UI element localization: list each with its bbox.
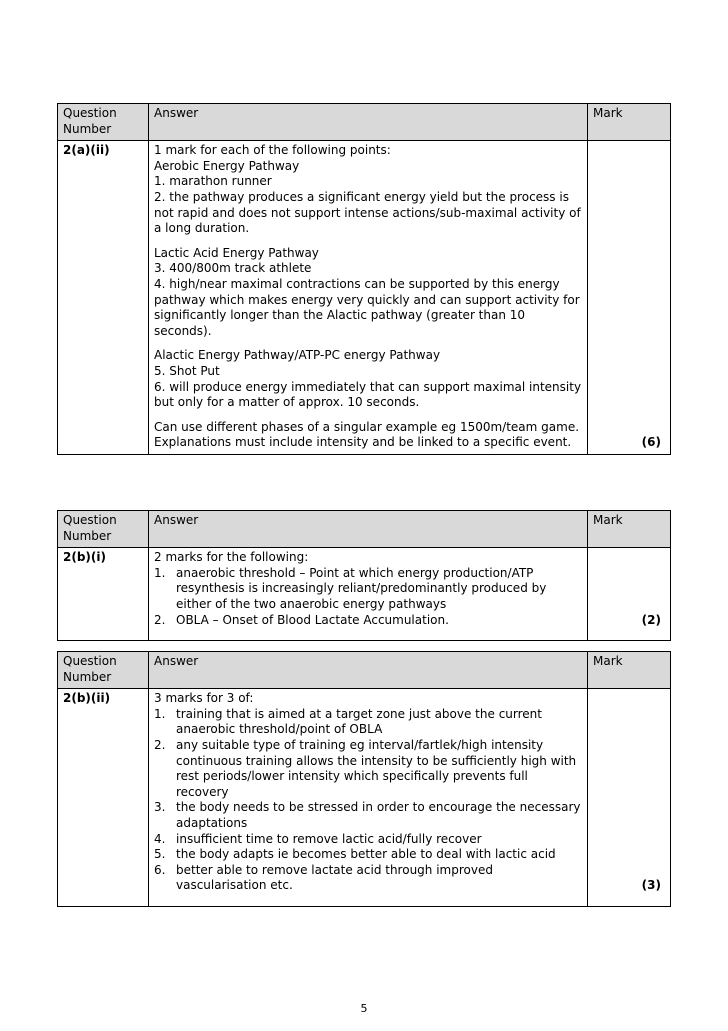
answer-point: 2. the pathway produces a significant energy yield but the process is not rapid and does not support intense actions/sub-maximal activity of a long duration. (154, 189, 581, 236)
answer-cell (149, 548, 588, 641)
mark-cell (588, 689, 671, 907)
aerobic-title: Aerobic Energy Pathway (154, 158, 300, 173)
header-answer: Answer (149, 652, 588, 689)
answer-points-list (154, 566, 582, 628)
list-item: 3. the body needs to be stressed in order to encourage the necessary adaptations (154, 800, 581, 830)
list-item: 4. insufficient time to remove lactic acid/fully recover (154, 831, 482, 846)
answer-point: 5. Shot Put (154, 363, 220, 378)
table-header-row (58, 104, 671, 141)
mark-scheme-table-2bii (57, 651, 671, 907)
mark-cell (588, 548, 671, 641)
table-header-row (58, 511, 671, 548)
answer-note: Can use different phases of a singular example eg 1500m/team game. (154, 419, 580, 434)
answer-point: 1. marathon runner (154, 174, 272, 189)
header-answer: Answer (149, 104, 588, 141)
list-item: 2. OBLA – Onset of Blood Lactate Accumulation. (154, 612, 449, 627)
lactic-title: Lactic Acid Energy Pathway (154, 245, 319, 260)
answer-intro: 3 marks for 3 of: (154, 691, 254, 706)
mark-value: (2) (641, 612, 661, 627)
list-item: 1. training that is aimed at a target zone just above the current anaerobic threshold/point of OBLA (154, 706, 542, 737)
header-question: Question Number (58, 104, 149, 141)
list-item: 6. better able to remove lactate acid through improved vascularisation etc. (154, 862, 493, 893)
table-row (58, 548, 671, 641)
header-question: Question Number (58, 511, 149, 548)
mark-scheme-table-2aii (57, 103, 671, 455)
answer-points-list (154, 707, 582, 894)
header-mark: Mark (588, 104, 671, 141)
table-row (58, 141, 671, 455)
mark-scheme-table-2bi (57, 510, 671, 641)
mark-cell (588, 141, 671, 455)
list-item: 5. the body adapts ie becomes better able to deal with lactic acid (154, 847, 556, 862)
answer-intro: 1 mark for each of the following points: (154, 143, 391, 158)
answer-point: 3. 400/800m track athlete (154, 261, 312, 276)
header-question: Question Number (58, 652, 149, 689)
answer-point: 6. will produce energy immediately that can support maximal intensity but only for a matter of approx. 10 seconds. (154, 379, 582, 410)
question-number: 2(a)(ii) (58, 141, 149, 455)
table-header-row (58, 652, 671, 689)
table-row (58, 689, 671, 907)
page-number: 5 (360, 1002, 368, 1015)
answer-note: Explanations must include intensity and be linked to a specific event. (154, 435, 572, 450)
answer-cell (149, 689, 588, 907)
mark-value: (3) (641, 878, 661, 893)
header-mark: Mark (588, 511, 671, 548)
mark-value: (6) (641, 435, 661, 450)
answer-point: 4. high/near maximal contractions can be supported by this energy pathway which makes energy very quickly and can support activity for significantly longer than the Alactic pathway (greater than 10 seconds). (154, 276, 580, 338)
header-answer: Answer (149, 511, 588, 548)
answer-intro: 2 marks for the following: (154, 550, 309, 565)
alactic-title: Alactic Energy Pathway/ATP-PC energy Pathway (154, 348, 441, 363)
header-mark: Mark (588, 652, 671, 689)
answer-cell (149, 141, 588, 455)
question-number: 2(b)(i) (58, 548, 149, 641)
list-item: 2. any suitable type of training eg interval/fartlek/high intensity continuous training allows the intensity to be sufficiently high with rest periods/lower intensity which specifically prevents full recovery (154, 737, 577, 799)
list-item: 1. anaerobic threshold – Point at which energy production/ATP resynthesis is increasingly reliant/predominantly produced by either of the two anaerobic energy pathways (154, 565, 547, 611)
question-number: 2(b)(ii) (58, 689, 149, 907)
